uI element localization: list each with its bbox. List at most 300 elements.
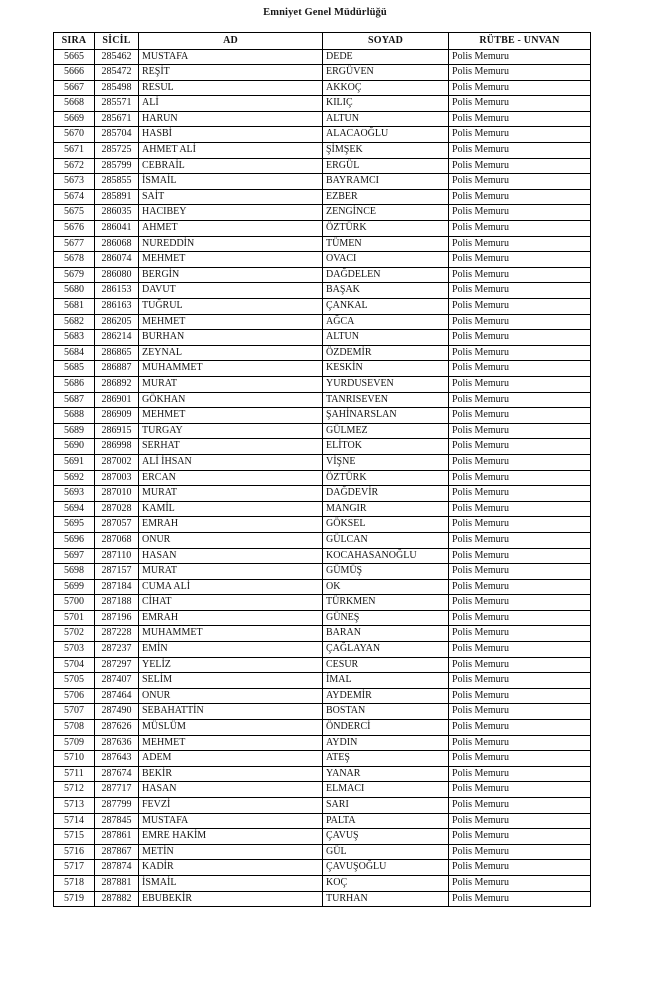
cell-sira: 5716	[54, 844, 95, 860]
cell-ad: AHMET	[139, 221, 323, 237]
cell-ad: EMRE HAKİM	[139, 829, 323, 845]
table-row	[54, 127, 591, 143]
cell-ad: REŞİT	[139, 65, 323, 81]
cell-sicil: 285671	[95, 111, 139, 127]
table-row	[54, 875, 591, 891]
cell-sicil: 286892	[95, 376, 139, 392]
cell-soyad: GÜLCAN	[323, 532, 449, 548]
cell-ad: BERGİN	[139, 267, 323, 283]
cell-soyad: İMAL	[323, 673, 449, 689]
cell-ad: TURGAY	[139, 423, 323, 439]
cell-rutbe: Polis Memuru	[449, 891, 591, 907]
cell-soyad: AYDEMİR	[323, 688, 449, 704]
cell-soyad: ÇAVUŞ	[323, 829, 449, 845]
table-header	[54, 33, 591, 50]
cell-ad: FEVZİ	[139, 798, 323, 814]
table-row	[54, 704, 591, 720]
cell-soyad: BAŞAK	[323, 283, 449, 299]
table-row	[54, 330, 591, 346]
cell-sicil: 287861	[95, 829, 139, 845]
cell-rutbe: Polis Memuru	[449, 158, 591, 174]
cell-rutbe: Polis Memuru	[449, 80, 591, 96]
cell-sira: 5682	[54, 314, 95, 330]
personnel-listing-table	[53, 32, 591, 907]
cell-sicil: 287626	[95, 720, 139, 736]
column-header-soyad: SOYAD	[323, 33, 449, 50]
cell-ad: MEHMET	[139, 314, 323, 330]
cell-sira: 5670	[54, 127, 95, 143]
cell-soyad: GÜL	[323, 844, 449, 860]
cell-rutbe: Polis Memuru	[449, 314, 591, 330]
cell-sicil: 287867	[95, 844, 139, 860]
cell-sicil: 287636	[95, 735, 139, 751]
cell-soyad: ÖNDERCİ	[323, 720, 449, 736]
table-row	[54, 299, 591, 315]
cell-soyad: ŞAHİNARSLAN	[323, 408, 449, 424]
cell-soyad: DEDE	[323, 49, 449, 65]
cell-soyad: ERGÜVEN	[323, 65, 449, 81]
cell-rutbe: Polis Memuru	[449, 49, 591, 65]
cell-rutbe: Polis Memuru	[449, 642, 591, 658]
cell-sira: 5697	[54, 548, 95, 564]
cell-sicil: 287845	[95, 813, 139, 829]
cell-soyad: AKKOÇ	[323, 80, 449, 96]
table-row	[54, 766, 591, 782]
cell-ad: MURAT	[139, 376, 323, 392]
cell-sira: 5700	[54, 595, 95, 611]
cell-ad: ONUR	[139, 532, 323, 548]
cell-sira: 5679	[54, 267, 95, 283]
table-row	[54, 610, 591, 626]
cell-soyad: BARAN	[323, 626, 449, 642]
cell-sira: 5686	[54, 376, 95, 392]
cell-rutbe: Polis Memuru	[449, 517, 591, 533]
table-row	[54, 314, 591, 330]
cell-rutbe: Polis Memuru	[449, 205, 591, 221]
cell-ad: HARUN	[139, 111, 323, 127]
cell-sira: 5708	[54, 720, 95, 736]
table-row	[54, 267, 591, 283]
cell-ad: ERCAN	[139, 470, 323, 486]
cell-sira: 5676	[54, 221, 95, 237]
table-row	[54, 221, 591, 237]
table-row	[54, 517, 591, 533]
cell-soyad: TURHAN	[323, 891, 449, 907]
table-row	[54, 252, 591, 268]
cell-ad: MÜSLÜM	[139, 720, 323, 736]
table-row	[54, 564, 591, 580]
table-row	[54, 189, 591, 205]
cell-soyad: KILIÇ	[323, 96, 449, 112]
cell-sira: 5707	[54, 704, 95, 720]
cell-sicil: 285704	[95, 127, 139, 143]
cell-sira: 5695	[54, 517, 95, 533]
cell-ad: MUHAMMET	[139, 626, 323, 642]
cell-soyad: ELİTOK	[323, 439, 449, 455]
cell-sira: 5699	[54, 579, 95, 595]
cell-soyad: DAĞDELEN	[323, 267, 449, 283]
document-title: Emniyet Genel Müdürlüğü	[263, 7, 387, 18]
cell-rutbe: Polis Memuru	[449, 236, 591, 252]
table-row	[54, 798, 591, 814]
cell-soyad: SARI	[323, 798, 449, 814]
cell-ad: MEHMET	[139, 252, 323, 268]
cell-rutbe: Polis Memuru	[449, 423, 591, 439]
cell-sicil: 287799	[95, 798, 139, 814]
column-header-sicil: SİCİL	[95, 33, 139, 50]
table-row	[54, 236, 591, 252]
cell-ad: HASAN	[139, 782, 323, 798]
cell-rutbe: Polis Memuru	[449, 579, 591, 595]
cell-ad: RESUL	[139, 80, 323, 96]
cell-sira: 5704	[54, 657, 95, 673]
cell-rutbe: Polis Memuru	[449, 657, 591, 673]
cell-sicil: 285462	[95, 49, 139, 65]
cell-soyad: ÖZTÜRK	[323, 470, 449, 486]
cell-sira: 5678	[54, 252, 95, 268]
table-row	[54, 158, 591, 174]
cell-sicil: 286163	[95, 299, 139, 315]
cell-ad: ALİ	[139, 96, 323, 112]
cell-sira: 5691	[54, 454, 95, 470]
table-row	[54, 829, 591, 845]
cell-soyad: ALACAOĞLU	[323, 127, 449, 143]
cell-ad: AHMET ALİ	[139, 143, 323, 159]
cell-soyad: OK	[323, 579, 449, 595]
cell-rutbe: Polis Memuru	[449, 174, 591, 190]
table-row	[54, 454, 591, 470]
cell-soyad: GÜMÜŞ	[323, 564, 449, 580]
cell-sira: 5711	[54, 766, 95, 782]
table-row	[54, 720, 591, 736]
cell-soyad: AĞCA	[323, 314, 449, 330]
cell-ad: MURAT	[139, 486, 323, 502]
cell-rutbe: Polis Memuru	[449, 127, 591, 143]
cell-rutbe: Polis Memuru	[449, 267, 591, 283]
cell-sicil: 286205	[95, 314, 139, 330]
cell-sira: 5692	[54, 470, 95, 486]
table-row	[54, 49, 591, 65]
table-row	[54, 626, 591, 642]
cell-ad: HASAN	[139, 548, 323, 564]
cell-sira: 5665	[54, 49, 95, 65]
cell-rutbe: Polis Memuru	[449, 143, 591, 159]
cell-sira: 5669	[54, 111, 95, 127]
cell-sicil: 287874	[95, 860, 139, 876]
cell-sira: 5696	[54, 532, 95, 548]
cell-rutbe: Polis Memuru	[449, 720, 591, 736]
cell-soyad: ÇAVUŞOĞLU	[323, 860, 449, 876]
cell-sira: 5693	[54, 486, 95, 502]
cell-ad: ADEM	[139, 751, 323, 767]
cell-rutbe: Polis Memuru	[449, 65, 591, 81]
cell-soyad: PALTA	[323, 813, 449, 829]
cell-soyad: YANAR	[323, 766, 449, 782]
cell-ad: EMRAH	[139, 610, 323, 626]
cell-soyad: OVACI	[323, 252, 449, 268]
table-row	[54, 501, 591, 517]
cell-rutbe: Polis Memuru	[449, 345, 591, 361]
cell-sira: 5666	[54, 65, 95, 81]
cell-ad: EMRAH	[139, 517, 323, 533]
cell-ad: MEHMET	[139, 408, 323, 424]
cell-sicil: 286998	[95, 439, 139, 455]
cell-rutbe: Polis Memuru	[449, 189, 591, 205]
cell-ad: MUSTAFA	[139, 813, 323, 829]
cell-sicil: 285498	[95, 80, 139, 96]
table-row	[54, 111, 591, 127]
cell-sira: 5683	[54, 330, 95, 346]
cell-rutbe: Polis Memuru	[449, 252, 591, 268]
cell-sira: 5710	[54, 751, 95, 767]
cell-rutbe: Polis Memuru	[449, 454, 591, 470]
cell-rutbe: Polis Memuru	[449, 688, 591, 704]
cell-sicil: 287003	[95, 470, 139, 486]
cell-ad: HACIBEY	[139, 205, 323, 221]
cell-sicil: 287297	[95, 657, 139, 673]
cell-soyad: ÖZTÜRK	[323, 221, 449, 237]
table-row	[54, 423, 591, 439]
cell-soyad: CESUR	[323, 657, 449, 673]
cell-soyad: YURDUSEVEN	[323, 376, 449, 392]
cell-rutbe: Polis Memuru	[449, 860, 591, 876]
table-row	[54, 688, 591, 704]
table-row	[54, 532, 591, 548]
cell-rutbe: Polis Memuru	[449, 486, 591, 502]
cell-sira: 5675	[54, 205, 95, 221]
cell-sicil: 287188	[95, 595, 139, 611]
cell-soyad: ALTUN	[323, 111, 449, 127]
table-row	[54, 860, 591, 876]
cell-ad: CUMA ALİ	[139, 579, 323, 595]
cell-rutbe: Polis Memuru	[449, 798, 591, 814]
cell-soyad: MANGIR	[323, 501, 449, 517]
cell-rutbe: Polis Memuru	[449, 548, 591, 564]
cell-sira: 5685	[54, 361, 95, 377]
cell-sira: 5684	[54, 345, 95, 361]
cell-sicil: 287490	[95, 704, 139, 720]
cell-sira: 5705	[54, 673, 95, 689]
cell-soyad: GÜNEŞ	[323, 610, 449, 626]
table-row	[54, 143, 591, 159]
table-row	[54, 283, 591, 299]
cell-rutbe: Polis Memuru	[449, 813, 591, 829]
cell-soyad: ÇAĞLAYAN	[323, 642, 449, 658]
cell-sira: 5673	[54, 174, 95, 190]
cell-rutbe: Polis Memuru	[449, 610, 591, 626]
cell-sira: 5688	[54, 408, 95, 424]
table-row	[54, 657, 591, 673]
cell-sira: 5712	[54, 782, 95, 798]
cell-soyad: GÜLMEZ	[323, 423, 449, 439]
cell-soyad: TÜMEN	[323, 236, 449, 252]
cell-sicil: 287110	[95, 548, 139, 564]
cell-soyad: KOCAHASANOĞLU	[323, 548, 449, 564]
cell-ad: SERHAT	[139, 439, 323, 455]
cell-ad: KADİR	[139, 860, 323, 876]
cell-ad: MUHAMMET	[139, 361, 323, 377]
cell-soyad: VİŞNE	[323, 454, 449, 470]
cell-rutbe: Polis Memuru	[449, 330, 591, 346]
cell-sira: 5672	[54, 158, 95, 174]
cell-sira: 5674	[54, 189, 95, 205]
cell-rutbe: Polis Memuru	[449, 283, 591, 299]
cell-ad: İSMAİL	[139, 174, 323, 190]
cell-sira: 5668	[54, 96, 95, 112]
cell-ad: SELİM	[139, 673, 323, 689]
cell-soyad: DAĞDEVİR	[323, 486, 449, 502]
table-row	[54, 813, 591, 829]
cell-sicil: 287057	[95, 517, 139, 533]
cell-rutbe: Polis Memuru	[449, 532, 591, 548]
cell-rutbe: Polis Memuru	[449, 704, 591, 720]
cell-sira: 5719	[54, 891, 95, 907]
cell-rutbe: Polis Memuru	[449, 829, 591, 845]
cell-sicil: 287674	[95, 766, 139, 782]
cell-sicil: 287464	[95, 688, 139, 704]
cell-sicil: 286887	[95, 361, 139, 377]
cell-soyad: KOÇ	[323, 875, 449, 891]
table-row	[54, 345, 591, 361]
cell-soyad: ATEŞ	[323, 751, 449, 767]
cell-sicil: 287717	[95, 782, 139, 798]
cell-sicil: 287228	[95, 626, 139, 642]
cell-sira: 5671	[54, 143, 95, 159]
table-body	[54, 49, 591, 907]
cell-sira: 5703	[54, 642, 95, 658]
cell-sicil: 286901	[95, 392, 139, 408]
cell-soyad: GÖKSEL	[323, 517, 449, 533]
cell-sicil: 286909	[95, 408, 139, 424]
cell-ad: SAİT	[139, 189, 323, 205]
cell-soyad: ZENGİNCE	[323, 205, 449, 221]
cell-rutbe: Polis Memuru	[449, 626, 591, 642]
table-row	[54, 891, 591, 907]
cell-sicil: 287028	[95, 501, 139, 517]
table-row	[54, 642, 591, 658]
cell-ad: BEKİR	[139, 766, 323, 782]
table-row	[54, 470, 591, 486]
cell-sicil: 286068	[95, 236, 139, 252]
cell-sicil: 285472	[95, 65, 139, 81]
cell-ad: GÖKHAN	[139, 392, 323, 408]
cell-ad: ZEYNAL	[139, 345, 323, 361]
cell-ad: KAMİL	[139, 501, 323, 517]
cell-sira: 5714	[54, 813, 95, 829]
cell-soyad: ALTUN	[323, 330, 449, 346]
cell-rutbe: Polis Memuru	[449, 470, 591, 486]
cell-soyad: KESKİN	[323, 361, 449, 377]
cell-ad: ALİ İHSAN	[139, 454, 323, 470]
cell-soyad: AYDIN	[323, 735, 449, 751]
cell-rutbe: Polis Memuru	[449, 439, 591, 455]
cell-sicil: 285571	[95, 96, 139, 112]
cell-rutbe: Polis Memuru	[449, 766, 591, 782]
cell-sicil: 287237	[95, 642, 139, 658]
cell-ad: EMİN	[139, 642, 323, 658]
cell-ad: SEBAHATTİN	[139, 704, 323, 720]
column-header-rutbe: RÜTBE - UNVAN	[449, 33, 591, 50]
cell-rutbe: Polis Memuru	[449, 221, 591, 237]
cell-sira: 5702	[54, 626, 95, 642]
cell-soyad: ERGÜL	[323, 158, 449, 174]
cell-rutbe: Polis Memuru	[449, 299, 591, 315]
cell-ad: TUĞRUL	[139, 299, 323, 315]
cell-rutbe: Polis Memuru	[449, 564, 591, 580]
cell-sicil: 286214	[95, 330, 139, 346]
cell-sicil: 286074	[95, 252, 139, 268]
cell-sicil: 287068	[95, 532, 139, 548]
table-row	[54, 548, 591, 564]
column-header-ad: AD	[139, 33, 323, 50]
cell-ad: METİN	[139, 844, 323, 860]
table-row	[54, 782, 591, 798]
cell-sira: 5667	[54, 80, 95, 96]
table-row	[54, 392, 591, 408]
cell-sira: 5713	[54, 798, 95, 814]
cell-sicil: 287882	[95, 891, 139, 907]
cell-rutbe: Polis Memuru	[449, 376, 591, 392]
table-row	[54, 408, 591, 424]
cell-ad: DAVUT	[139, 283, 323, 299]
cell-rutbe: Polis Memuru	[449, 111, 591, 127]
cell-sira: 5706	[54, 688, 95, 704]
cell-rutbe: Polis Memuru	[449, 501, 591, 517]
table-row	[54, 486, 591, 502]
table-row	[54, 439, 591, 455]
table-row	[54, 751, 591, 767]
cell-soyad: TÜRKMEN	[323, 595, 449, 611]
cell-sicil: 286915	[95, 423, 139, 439]
table-row	[54, 595, 591, 611]
cell-soyad: ELMACI	[323, 782, 449, 798]
cell-sicil: 287881	[95, 875, 139, 891]
cell-sicil: 285725	[95, 143, 139, 159]
cell-ad: HASBİ	[139, 127, 323, 143]
table-row	[54, 65, 591, 81]
cell-sira: 5715	[54, 829, 95, 845]
cell-sira: 5677	[54, 236, 95, 252]
cell-rutbe: Polis Memuru	[449, 361, 591, 377]
cell-ad: MUSTAFA	[139, 49, 323, 65]
cell-rutbe: Polis Memuru	[449, 673, 591, 689]
column-header-sira: SIRA	[54, 33, 95, 50]
cell-sicil: 285799	[95, 158, 139, 174]
cell-rutbe: Polis Memuru	[449, 595, 591, 611]
cell-ad: ONUR	[139, 688, 323, 704]
cell-ad: MURAT	[139, 564, 323, 580]
cell-sicil: 286080	[95, 267, 139, 283]
table-row	[54, 174, 591, 190]
table-row	[54, 361, 591, 377]
cell-soyad: BAYRAMCI	[323, 174, 449, 190]
cell-rutbe: Polis Memuru	[449, 408, 591, 424]
cell-soyad: ŞİMŞEK	[323, 143, 449, 159]
table-row	[54, 735, 591, 751]
cell-sicil: 287643	[95, 751, 139, 767]
cell-ad: BURHAN	[139, 330, 323, 346]
cell-rutbe: Polis Memuru	[449, 96, 591, 112]
cell-soyad: ÖZDEMİR	[323, 345, 449, 361]
cell-ad: CEBRAİL	[139, 158, 323, 174]
cell-sicil: 287157	[95, 564, 139, 580]
cell-sicil: 286041	[95, 221, 139, 237]
table-row	[54, 579, 591, 595]
cell-sicil: 285855	[95, 174, 139, 190]
table-row	[54, 844, 591, 860]
cell-sira: 5687	[54, 392, 95, 408]
cell-rutbe: Polis Memuru	[449, 735, 591, 751]
